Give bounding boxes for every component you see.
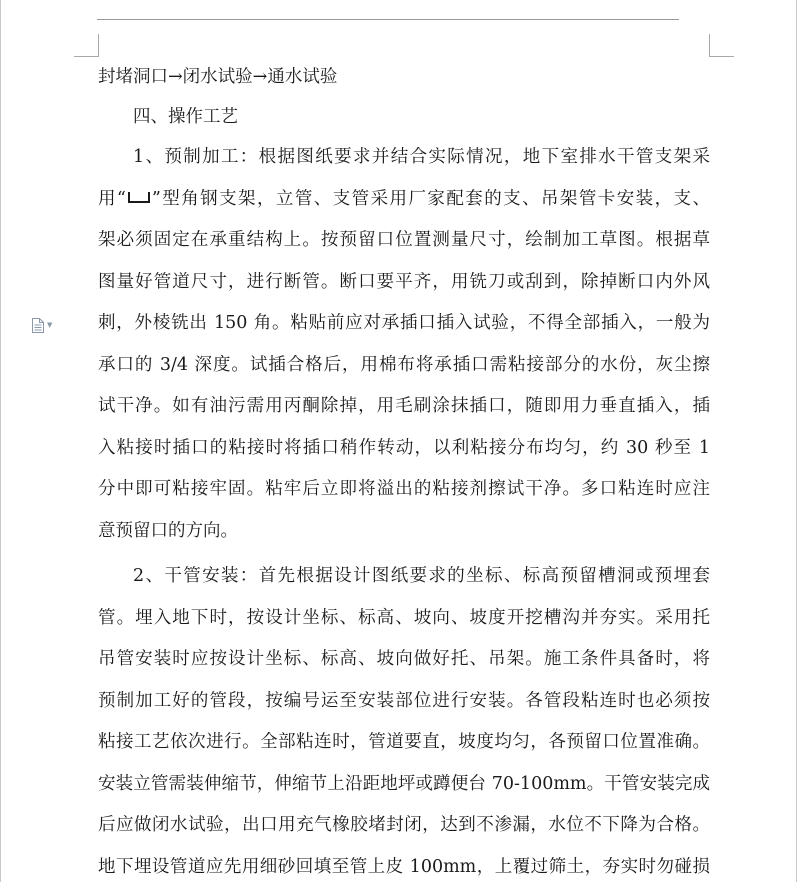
document-icon	[31, 318, 45, 333]
paragraph-line: 预制加工好的管段，按编号运至安装部位进行安装。各管段粘连时也必须按	[98, 687, 710, 729]
paragraph-line: 图量好管道尺寸，进行断管。断口要平齐，用铣刀或刮到，除掉断口内外风	[98, 268, 710, 310]
margin-crop-mark-left	[74, 34, 99, 57]
paragraph-line: 分中即可粘接牢固。粘牢后立即将溢出的粘接剂擦试干净。多口粘连时应注	[98, 475, 710, 517]
paragraph-line: 2、干管安装：首先根据设计图纸要求的坐标、标高预留槽洞或预埋套	[98, 562, 710, 604]
paragraph-line: 承口的 3/4 深度。试插合格后，用棉布将承插口需粘接部分的水份，灰尘擦	[98, 351, 710, 393]
paragraph-line: 地下埋设管道应先用细砂回填至管上皮 100mm，上覆过筛土，夯实时勿碰损	[98, 853, 710, 894]
paragraph-line: 刺，外棱铣出 150 角。粘贴前应对承插口插入试验，不得全部插入，一般为	[98, 309, 710, 351]
paragraph-line: 管。埋入地下时，按设计坐标、标高、坡向、坡度开挖槽沟并夯实。采用托	[98, 604, 710, 646]
paragraph-line: 入粘接时插口的粘接时将插口稍作转动，以利粘接分布均匀，约 30 秒至 1	[98, 434, 710, 476]
channel-bracket-icon	[128, 192, 150, 203]
header-rule	[97, 19, 679, 20]
paragraph-main-pipe-installation	[98, 562, 710, 894]
document-body	[98, 63, 710, 894]
quote-open: 用“	[98, 189, 126, 209]
paragraph-prefabrication	[98, 143, 710, 558]
process-flow-line: 封堵洞口→闭水试验→通水试验	[98, 63, 710, 103]
paragraph-line: 吊管安装时应按设计坐标、标高、坡向做好托、吊架。施工条件具备时，将	[98, 645, 710, 687]
document-comment-icon[interactable]	[31, 317, 57, 333]
paragraph-line: 试干净。如有油污需用丙酮除掉，用毛刷涂抹插口，随即用力垂直插入，插	[98, 392, 710, 434]
paragraph-line: 安装立管需装伸缩节，伸缩节上沿距地坪或蹲便台 70-100mm。干管安装完成	[98, 770, 710, 812]
section-heading: 四、操作工艺	[98, 103, 710, 143]
paragraph-line: 意预留口的方向。	[98, 517, 710, 559]
page-edge-left	[0, 0, 1, 882]
paragraph-line	[98, 185, 710, 227]
paragraph-line: 架必须固定在承重结构上。按预留口位置测量尺寸，绘制加工草图。根据草	[98, 226, 710, 268]
paragraph-line: 1、预制加工：根据图纸要求并结合实际情况，地下室排水干管支架采	[98, 143, 710, 185]
paragraph-text: ”型角钢支架，立管、支管采用厂家配套的支、吊架管卡安装，支、	[152, 189, 710, 209]
paragraph-line: 粘接工艺依次进行。全部粘连时，管道要直，坡度均匀，各预留口位置准确。	[98, 728, 710, 770]
margin-crop-mark-right	[709, 34, 734, 57]
chevron-down-icon: ▼	[47, 322, 52, 329]
paragraph-line: 后应做闭水试验，出口用充气橡胶堵封闭，达到不渗漏，水位不下降为合格。	[98, 811, 710, 853]
